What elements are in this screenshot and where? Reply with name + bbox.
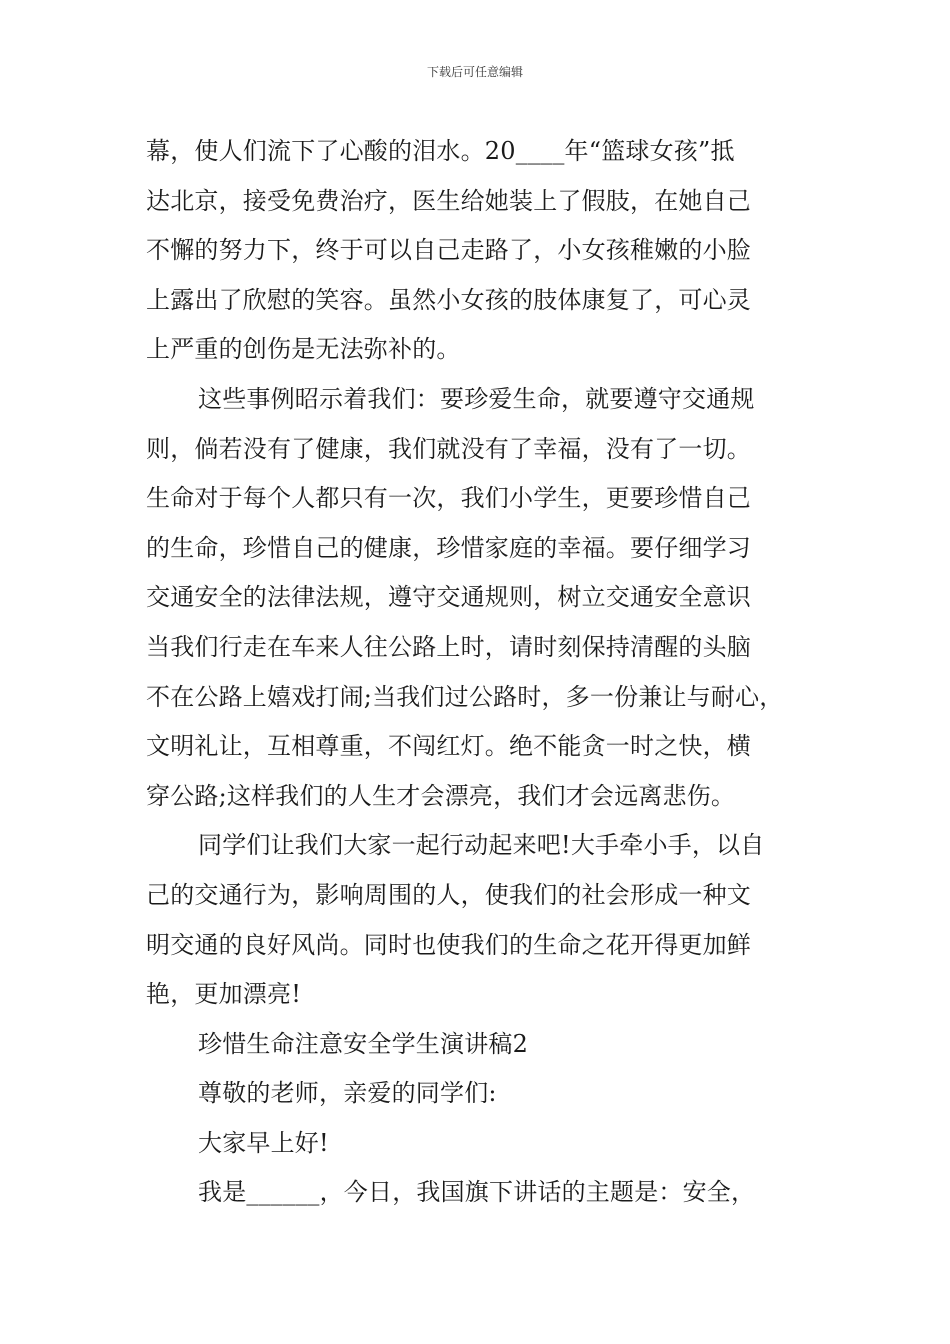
text-line: 生命对于每个人都只有一次，我们小学生，更要珍惜自己 — [146, 484, 751, 513]
salutation-line: 尊敬的老师，亲爱的同学们: — [198, 1079, 497, 1108]
paragraph-start-line: 这些事例昭示着我们：要珍爱生命，就要遵守交通规 — [198, 384, 755, 413]
paragraph-start-line: 同学们让我们大家一起行动起来吧!大手牵小手，以自 — [198, 831, 765, 860]
text-line: 明交通的良好风尚。同时也使我们的生命之花开得更加鲜 — [146, 930, 751, 959]
text-line: 不在公路上嬉戏打闹;当我们过公路时，多一份兼让与耐心， — [146, 682, 784, 711]
section-title: 珍惜生命注意安全学生演讲稿2 — [198, 1029, 529, 1058]
document-body — [146, 127, 806, 1218]
text-line: 艳，更加漂亮! — [146, 980, 302, 1009]
text-line: 的生命，珍惜自己的健康，珍惜家庭的幸福。要仔细学习 — [146, 533, 751, 562]
text-line: 上露出了欣慰的笑容。虽然小女孩的肢体康复了，可心灵 — [146, 285, 751, 314]
page-header-note: 下载后可任意编辑 — [426, 65, 523, 79]
text-line: 当我们行走在车来人往公路上时，请时刻保持清醒的头脑 — [146, 632, 751, 661]
text-line: 则，倘若没有了健康，我们就没有了幸福，没有了一切。 — [146, 434, 751, 463]
text-line: 幕，使人们流下了心酸的泪水。20____年“篮球女孩”抵 — [146, 137, 735, 165]
text-line: 穿公路;这样我们的人生才会漂亮，我们才会远离悲伤。 — [146, 781, 736, 810]
text-line: 己的交通行为，影响周围的人，使我们的社会形成一种文 — [146, 880, 751, 909]
text-line: 文明礼让，互相尊重，不闯红灯。绝不能贪一时之快，横 — [146, 732, 751, 761]
text-line: 交通安全的法律法规，遵守交通规则，树立交通安全意识 — [146, 583, 751, 612]
paragraph-start-line: 我是______，今日，我国旗下讲话的主题是：安全， — [198, 1178, 756, 1207]
text-line: 达北京，接受免费治疗，医生给她装上了假肢，在她自己 — [146, 186, 751, 215]
text-line: 不懈的努力下，终于可以自己走路了，小女孩稚嫩的小脸 — [146, 236, 751, 265]
text-line: 上严重的创伤是无法弥补的。 — [146, 335, 461, 364]
greeting-line: 大家早上好! — [198, 1128, 329, 1157]
